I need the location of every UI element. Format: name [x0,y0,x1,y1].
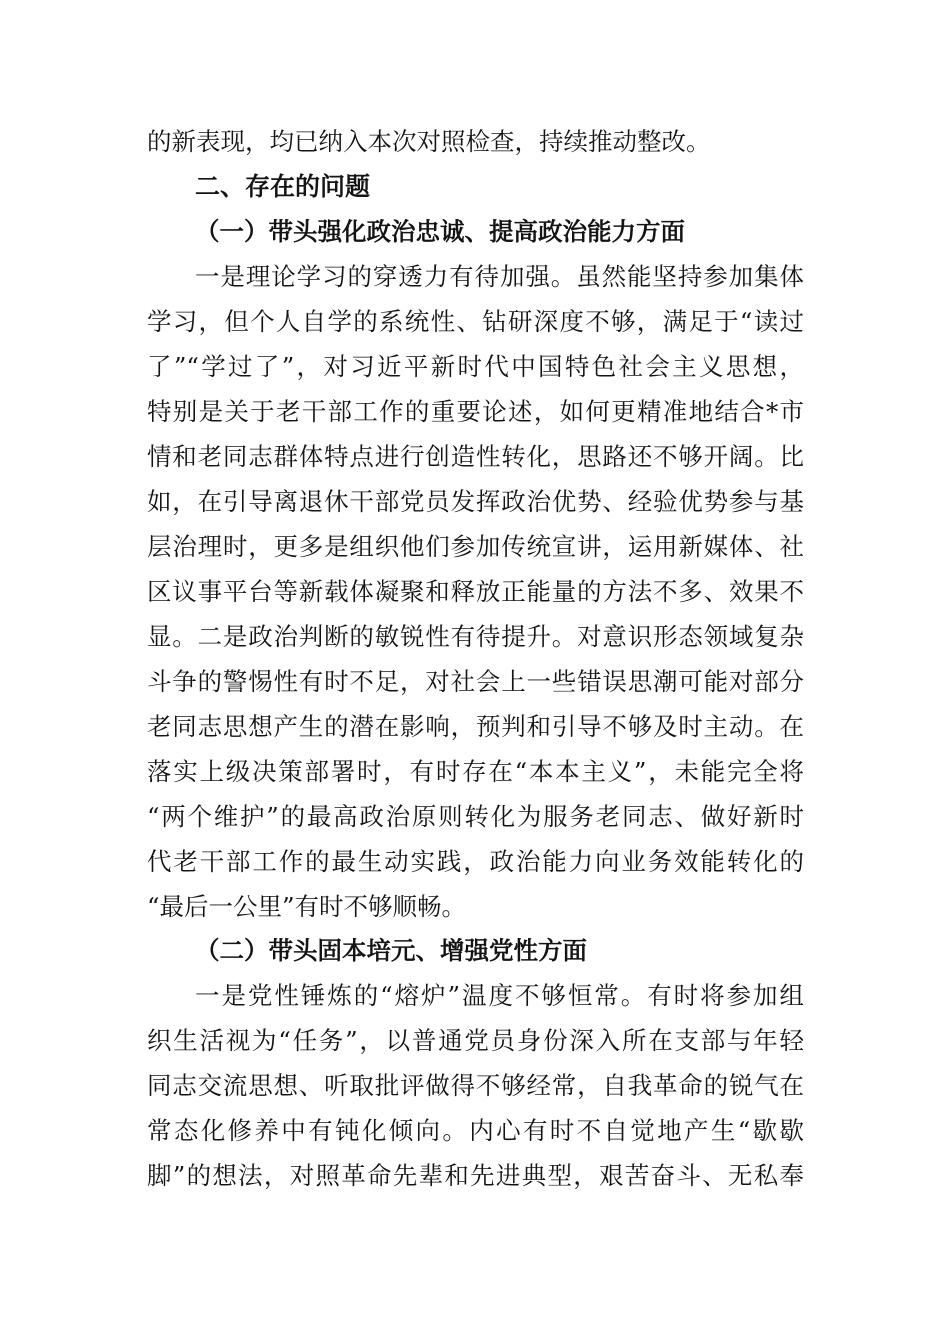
paragraph-line: 代老干部工作的最生动实践，政治能力向业务效能转化的 [147,847,804,876]
paragraph-line: 显。二是政治判断的敏锐性有待提升。对意识形态领域复杂 [147,622,804,651]
paragraph-line: 老同志思想产生的潜在影响，预判和引导不够及时主动。在 [147,712,804,741]
paragraph-line: “最后一公里”有时不够顺畅。 [147,892,467,921]
paragraph-line: 一是党性锤炼的“熔炉”温度不够恒常。有时将参加组 [195,981,804,1010]
paragraph-line: 一是理论学习的穿透力有待加强。虽然能坚持参加集体 [195,262,804,291]
paragraph-line: 同志交流思想、听取批评做得不够经常，自我革命的锐气在 [147,1071,804,1100]
subsection-heading: （一）带头强化政治忠诚、提高政治能力方面 [195,217,685,246]
paragraph-line: 织生活视为“任务”，以普通党员身份深入所在支部与年轻 [147,1026,804,1055]
paragraph-line: 的新表现，均已纳入本次对照检查，持续推动整改。 [147,127,711,156]
paragraph-line: 情和老同志群体特点进行创造性转化，思路还不够开阔。比 [147,442,804,471]
paragraph-line: 学习，但个人自学的系统性、钻研深度不够，满足于“读过 [147,307,804,336]
paragraph-line: 层治理时，更多是组织他们参加传统宣讲，运用新媒体、社 [147,532,804,561]
paragraph-line: 了”“学过了”，对习近平新时代中国特色社会主义思想， [147,352,804,381]
paragraph-line: 常态化修养中有钝化倾向。内心有时不自觉地产生“歇歇 [147,1116,804,1145]
paragraph-line: 脚”的想法，对照革命先辈和先进典型，艰苦奋斗、无私奉 [147,1161,804,1190]
paragraph-line: 落实上级决策部署时，有时存在“本本主义”，未能完全将 [147,757,804,786]
paragraph-line: 如，在引导离退休干部党员发挥政治优势、经验优势参与基 [147,487,804,516]
paragraph-line: “两个维护”的最高政治原则转化为服务老同志、做好新时 [147,802,804,831]
paragraph-line: 区议事平台等新载体凝聚和释放正能量的方法不多、效果不 [147,577,804,606]
paragraph-line: 斗争的警惕性有时不足，对社会上一些错误思潮可能对部分 [147,667,804,696]
section-heading: 二、存在的问题 [195,172,371,201]
subsection-heading: （二）带头固本培元、增强党性方面 [195,936,587,965]
paragraph-line: 特别是关于老干部工作的重要论述，如何更精准地结合*市 [147,397,804,426]
